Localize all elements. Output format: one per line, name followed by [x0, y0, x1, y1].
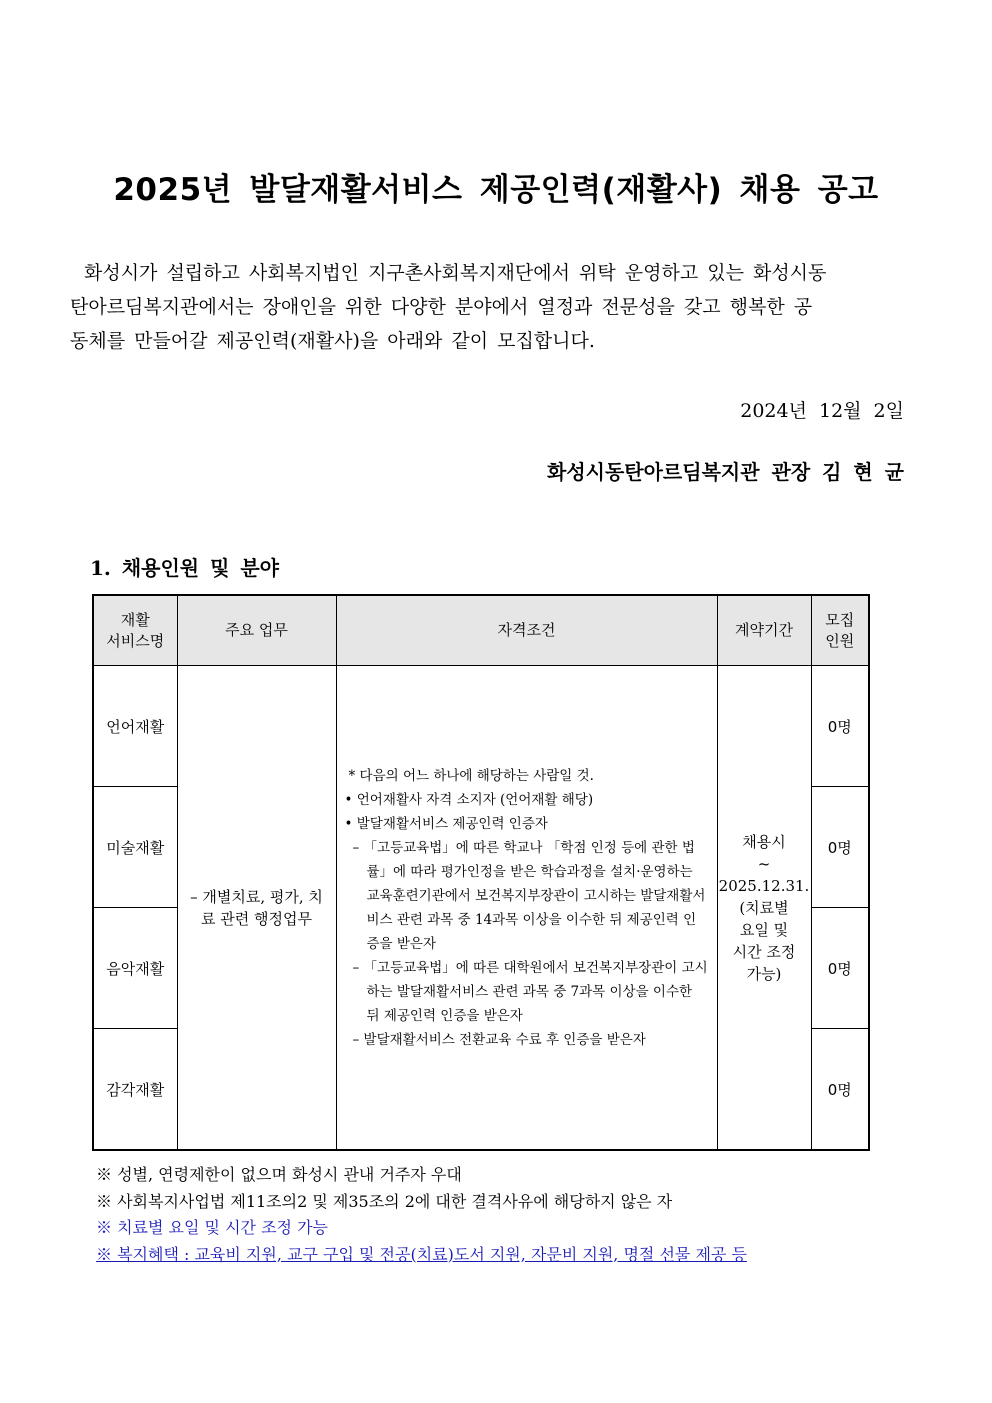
qualification-item: – 「고등교육법」에 따른 대학원에서 보건복지부장관이 고시하는 발달재활서비스 관련 과목 중 7과목 이상을 이수한 뒤 제공인력 인증을 받은자 [352, 959, 708, 1024]
intro-line: 화성시가 설립하고 사회복지법인 지구촌사회복지재단에서 위탁 운영하고 있는 화성시동 [84, 262, 827, 284]
announcement-date: 2024년 12월 2일 [740, 400, 904, 422]
recruit-count: 0명 [811, 908, 869, 1029]
header-service-line: 재활 [120, 610, 150, 629]
header-count-line: 인원 [825, 631, 855, 650]
intro-line: 동체를 만들어갈 제공인력(재활사)을 아래와 같이 모집합니다. [70, 330, 595, 352]
service-name: 미술재활 [93, 787, 177, 908]
duty-line: – 개별치료, 평가, 치 [190, 887, 323, 906]
duty-line: 료 관련 행정업무 [201, 909, 312, 928]
header-term: 계약기간 [717, 595, 811, 666]
term-line: 2025.12.31. [718, 876, 810, 895]
signer: 화성시동탄아르딤복지관 관장 김 현 균 [547, 460, 904, 484]
qualification-item: – 발달재활서비스 전환교육 수료 후 인증을 받은자 [352, 1031, 646, 1048]
section-title: 1. 채용인원 및 분야 [90, 556, 280, 580]
qualification-item: – 「고등교육법」에 따른 학교나 「학점 인정 등에 관한 법률」에 따라 평가인정을 받은 학습과정을 설치·운영하는 교육훈련기관에서 보건복지부장관이 고시하는 발달재활서비스 관련 과목 중 14과목 이상을 이수한 뒤 제공인력 인증을 받은자 [352, 839, 706, 952]
header-service [93, 595, 177, 666]
header-duty: 주요 업무 [177, 595, 336, 666]
table-header-row [93, 595, 869, 666]
term-line: 채용시 [742, 832, 786, 851]
service-name: 음악재활 [93, 908, 177, 1029]
recruit-count: 0명 [811, 666, 869, 787]
term-line: 가능) [746, 964, 782, 983]
term-line: 요일 및 [739, 920, 789, 939]
recruit-table [92, 594, 870, 1151]
note-item: ※ 복지혜택 : 교육비 지원, 교구 구입 및 전공(치료)도서 지원, 자문비 지원, 명절 선물 제공 등 [96, 1244, 747, 1264]
header-qualification: 자격조건 [336, 595, 717, 666]
table-row [93, 666, 869, 787]
term-line: (치료별 [739, 898, 789, 917]
qualification-item: • 발달재활서비스 제공인력 인증자 [344, 815, 548, 832]
duty-cell [177, 666, 336, 1151]
note-item: ※ 사회복지사업법 제11조의2 및 제35조의 2에 대한 결격사유에 해당하지 않은 자 [96, 1191, 673, 1211]
note-item: ※ 성별, 연령제한이 없으며 화성시 관내 거주자 우대 [96, 1165, 462, 1184]
qualification-item: • 언어재활사 자격 소지자 (언어재활 해당) [344, 791, 594, 808]
term-line: 시간 조정 [732, 942, 796, 961]
note-item: ※ 치료별 요일 및 시간 조정 가능 [96, 1218, 328, 1237]
service-name: 언어재활 [93, 666, 177, 787]
term-cell [717, 666, 811, 1151]
qualification-item: * 다음의 어느 하나에 해당하는 사람일 것. [348, 767, 594, 784]
header-count-line: 모집 [825, 610, 855, 629]
notes [96, 1162, 747, 1268]
header-service-line: 서비스명 [106, 631, 165, 650]
intro-paragraph [70, 256, 922, 358]
qualification-cell [336, 666, 717, 1151]
recruit-count: 0명 [811, 787, 869, 908]
header-count [811, 595, 869, 666]
service-name: 감각재활 [93, 1029, 177, 1151]
page-title: 2025년 발달재활서비스 제공인력(재활사) 채용 공고 [113, 172, 879, 208]
intro-line: 탄아르딤복지관에서는 장애인을 위한 다양한 분야에서 열정과 전문성을 갖고 행복한 공 [70, 296, 813, 318]
recruit-count: 0명 [811, 1029, 869, 1151]
term-line: ~ [757, 854, 771, 873]
